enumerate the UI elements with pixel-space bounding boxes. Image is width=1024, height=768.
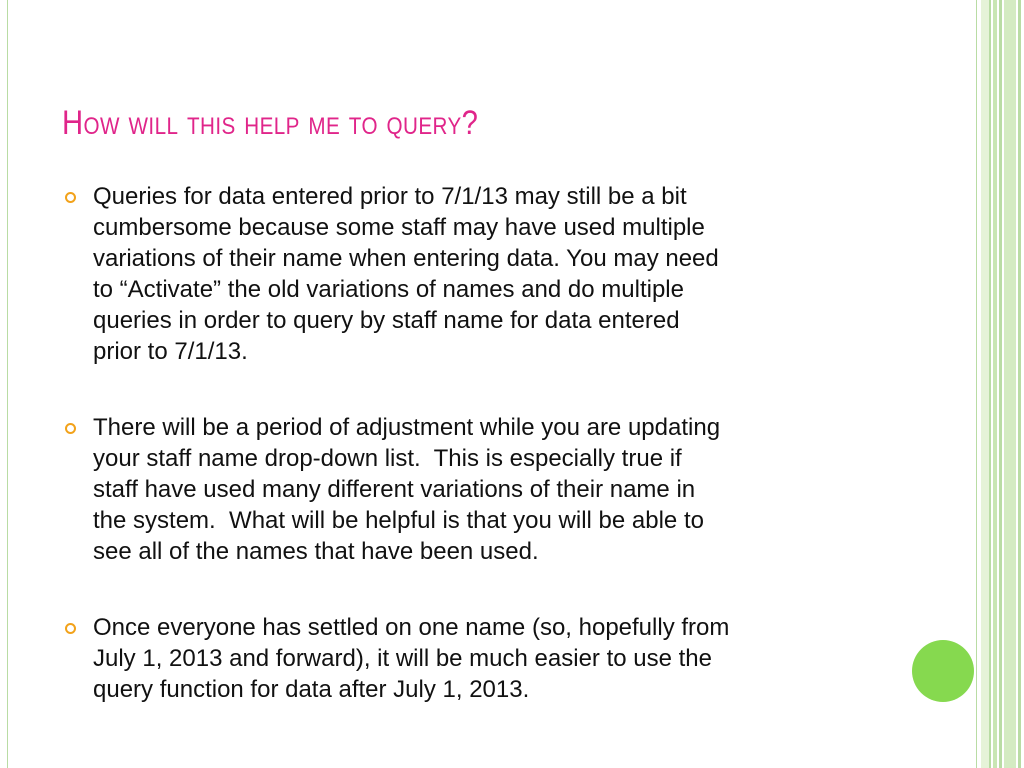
decorative-stripe	[989, 0, 991, 768]
decorative-stripe	[993, 0, 997, 768]
bullet-text: There will be a period of adjustment while you are updating your staff name drop-down list. This is especially true if staff have used many different variations of their name in the system. What will be helpful is that you will be able to see all of the names that have been used.	[93, 414, 721, 565]
bullet-circle-icon	[65, 623, 76, 634]
decorative-green-circle	[912, 640, 974, 702]
decorative-stripe	[981, 0, 989, 768]
bullet-circle-icon	[65, 423, 76, 434]
slide-title: How will this help me to query?	[62, 104, 479, 142]
decorative-stripe	[1018, 0, 1021, 768]
decorative-stripe	[999, 0, 1002, 768]
bullet-item	[62, 612, 892, 705]
bullet-item	[62, 412, 892, 567]
bullet-circle-icon	[65, 192, 76, 203]
decorative-stripe	[1004, 0, 1016, 768]
bullet-list	[62, 181, 892, 750]
left-border-line	[7, 0, 8, 768]
bullet-text: Queries for data entered prior to 7/1/13 may still be a bit cumbersome because some staff may have used multiple variations of their name when entering data. You may need to “Activate” the old variations of names and do multiple queries in order to query by staff name for data entered prior to 7/1/13.	[93, 183, 719, 365]
decorative-stripe	[976, 0, 977, 768]
bullet-text: Once everyone has settled on one name (so, hopefully from July 1, 2013 and forward), it will be much easier to use the query function for data after July 1, 2013.	[93, 614, 730, 703]
bullet-item	[62, 181, 892, 367]
